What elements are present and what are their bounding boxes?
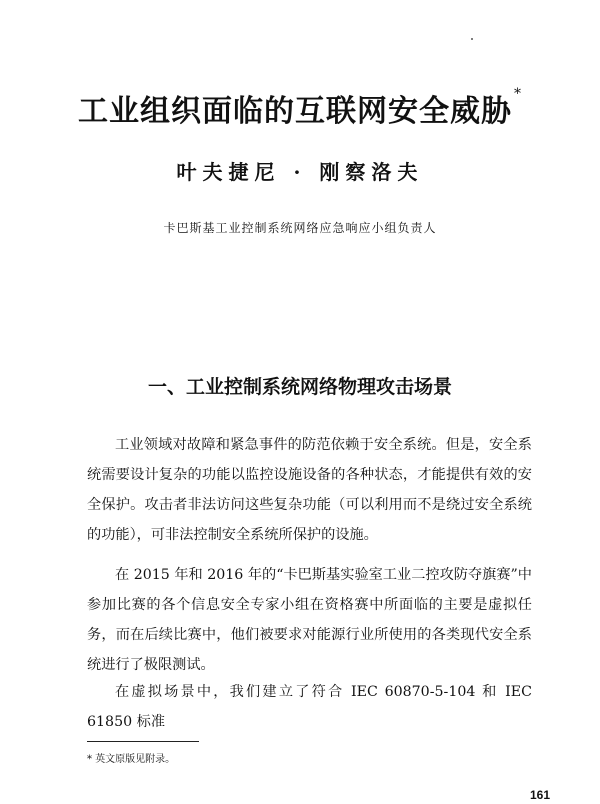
body-paragraph-3: 在虚拟场景中，我们建立了符合 IEC 60870-5-104 和 IEC 61850 标准 bbox=[87, 684, 532, 730]
body-paragraph-1: 工业领域对故障和紧急事件的防范依赖于安全系统。但是，安全系统需要设计复杂的功能以监控设施设备的各种状态，才能提供有效的安全保护。攻击者非法访问这些复杂功能（可以利用而不是绕过安全系统的功能），可非法控制安全系统所保护的设施。 bbox=[87, 437, 532, 543]
author-affiliation: 卡巴斯基工业控制系统网络应急响应小组负责人 bbox=[163, 221, 437, 235]
scan-speck bbox=[471, 38, 473, 40]
footnote: * 英文原版见附录。 bbox=[87, 754, 176, 765]
article-title bbox=[0, 86, 600, 130]
page-number: 161 bbox=[530, 788, 551, 802]
author-name: 叶夫捷尼 · 刚察洛夫 bbox=[176, 160, 424, 184]
footnote-divider bbox=[87, 741, 199, 742]
body-paragraph-2: 在 2015 年和 2016 年的“卡巴斯基实验室工业二控攻防夺旗赛”中参加比赛的各个信息安全专家小组在资格赛中所面临的主要是虚拟任务，而在后续比赛中，他们被要求对能源行业所使用的各类现代安全系统进行了极限测试。 bbox=[87, 567, 532, 673]
section-heading: 一、工业控制系统网络物理攻击场景 bbox=[147, 376, 452, 398]
title-footnote-mark: * bbox=[514, 86, 522, 102]
title-text: 工业组织面临的互联网安全威胁 bbox=[78, 94, 512, 129]
